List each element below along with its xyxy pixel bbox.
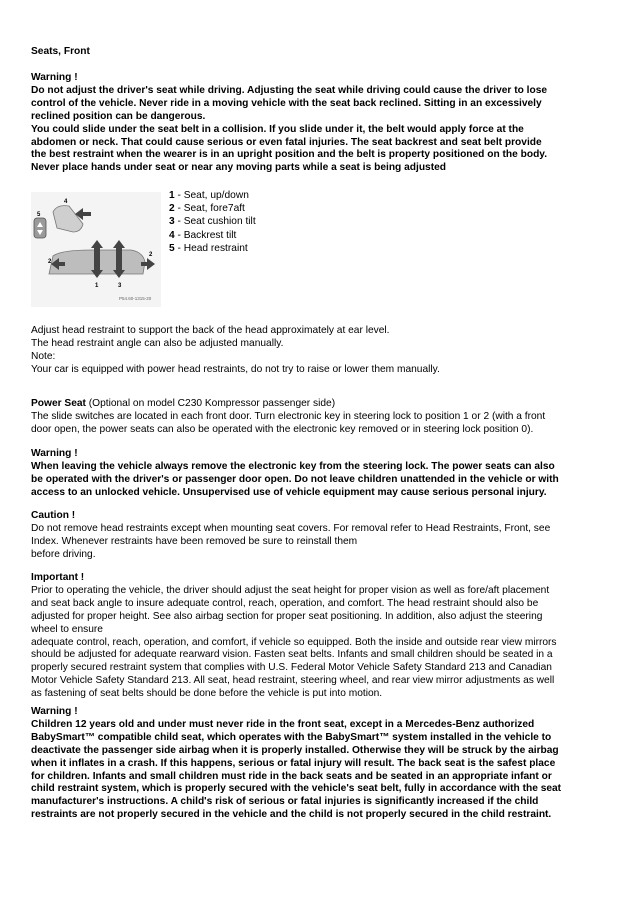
caution-heading: Caution !	[31, 510, 76, 521]
text-line: The slide switches are located in each front door. Turn electronic key in steering lock to position 1 or 2 (with a front	[31, 410, 546, 422]
text-line: Do not adjust the driver's seat while driving. Adjusting the seat while driving could cause the driver to lose	[31, 84, 548, 96]
power-seat-heading: Power Seat (Optional on model C230 Kompressor passenger side)	[31, 398, 336, 409]
text-line: wheel to ensure	[31, 623, 103, 635]
legend-item: 3 - Seat cushion tilt	[169, 216, 256, 228]
text-line: When leaving the vehicle always remove the electronic key from the steering lock. The power seats can also	[31, 460, 555, 472]
text-line: restraints are not properly secured in the vehicle and the child is not properly secured in the child restraint.	[31, 809, 552, 821]
text-line: child restraint system, which is properly secured with the vehicle's seat belt, fully in accordance with the seat	[31, 783, 562, 795]
section-title: Seats, Front	[31, 46, 90, 57]
warning-heading: Warning !	[31, 448, 78, 459]
text-line: be operated with the driver's or passenger door open. Do not leave children unattended in the vehicle or with	[31, 473, 559, 485]
legend-item: 2 - Seat, fore7aft	[169, 203, 245, 215]
text-line: The head restraint angle can also be adjusted manually.	[31, 337, 284, 349]
text-line: door open, the power seats can also be operated with the electronic key removed or in steering lock position 0).	[31, 423, 534, 435]
text-line: You could slide under the seat belt in a collision. If you slide under it, the belt would apply force at the	[31, 123, 524, 135]
text-line: Index. Whenever restraints have been removed be sure to reinstall them	[31, 535, 358, 547]
label-2-left: 2	[48, 259, 52, 265]
text-line: Never place hands under seat or near any moving parts while a seat is being adjusted	[31, 162, 446, 174]
text-line: should be adjusted for adequate rearward vision. Fasten seat belts. Infants and small children should be seated in a	[31, 649, 553, 661]
legend-item: 5 - Head restraint	[169, 242, 248, 254]
important-adjustments	[31, 572, 611, 701]
text-line: Your car is equipped with power head restraints, do not try to raise or lower them manually.	[31, 363, 440, 375]
text-line: before driving.	[31, 548, 96, 560]
text-line: adjusted for proper height. See also airbag section for proper seat positioning. In addition, also adjust the steering	[31, 610, 543, 622]
text-line: Prior to operating the vehicle, the driver should adjust the seat height for proper vision as well as fore/aft placement	[31, 584, 550, 596]
seat-switch-diagram	[31, 192, 161, 307]
text-line: deactivate the passenger side airbag when it is properly installed. Otherwise they will be struck by the airbag	[31, 744, 559, 756]
warning-children	[31, 706, 611, 822]
legend-item: 1 - Seat, up/down	[169, 190, 249, 201]
text-line: as fastening of seat belts should be done before the vehicle is put into motion.	[31, 688, 383, 700]
head-restraint-section	[31, 325, 611, 377]
label-1: 1	[95, 283, 99, 289]
figure-caption: P54.60-1315-20	[119, 296, 152, 301]
text-line: adequate control, reach, operation, and comfort, if vehicle so equipped. Both the inside and outside rear view mirrors	[31, 636, 557, 648]
power-seat-section	[31, 398, 611, 437]
text-line: control of the vehicle. Never ride in a moving vehicle with the seat back reclined. Sitting in an excessively	[31, 97, 542, 109]
text-line: Children 12 years old and under must never ride in the front seat, except in a Mercedes-Benz authorized	[31, 718, 535, 730]
text-line: Adjust head restraint to support the back of the head approximately at ear level.	[31, 325, 390, 336]
warning-driver-seat	[31, 72, 611, 175]
text-line: properly secured restraint system that complies with U.S. Federal Motor Vehicle Safety Standard 213 and Canadian	[31, 662, 552, 674]
label-4: 4	[64, 199, 68, 205]
text-line: when it inflates in a crash. If this happens, serious or fatal injury will result. The back seat is the safest place	[31, 757, 556, 769]
seat-switch-illustration	[31, 192, 161, 307]
text-line: and seat back angle to insure adequate control, reach, operation, and comfort. The head restraint should also be	[31, 597, 539, 609]
warning-body	[31, 719, 611, 822]
warning-heading: Warning !	[31, 706, 78, 717]
warning-electronic-key	[31, 448, 611, 500]
warning-body	[31, 461, 611, 500]
important-heading: Important !	[31, 572, 85, 583]
seat-controls-legend	[169, 189, 256, 255]
text-line: BabySmart™ compatible child seat, which operates with the BabySmart™ system installed in the vehicle to	[31, 731, 552, 743]
text-line: Do not remove head restraints except when mounting seat covers. For removal refer to Head Restraints, Front, see	[31, 522, 551, 534]
label-2-right: 2	[149, 252, 153, 258]
text-line: abdomen or neck. That could cause serious or even fatal injuries. The seat backrest and seat belt provide	[31, 136, 542, 148]
text-line: reclined position can be dangerous.	[31, 110, 206, 122]
caution-head-restraints	[31, 510, 611, 562]
label-3: 3	[118, 283, 122, 289]
legend-item: 4 - Backrest tilt	[169, 229, 237, 241]
note-label: Note:	[31, 350, 56, 362]
warning-heading: Warning !	[31, 72, 78, 83]
text-line: Motor Vehicle Safety Standard 213. All seat, head restraint, steering wheel, and rear view mirror adjustments as well	[31, 675, 555, 687]
text-line: manufacturer's instructions. A child's risk of serious or fatal injuries is significantly increased if the child	[31, 796, 539, 808]
text-line: for children. Infants and small children must ride in the back seats and be seated in an appropriate infant or	[31, 770, 552, 782]
text-line: the best restraint when the wearer is in an upright position and the belt is property positioned on the body.	[31, 149, 548, 161]
label-5: 5	[37, 212, 41, 218]
text-line: access to an unlocked vehicle. Unsupervised use of vehicle equipment may cause serious personal injury.	[31, 486, 547, 498]
warning-body	[31, 85, 611, 175]
